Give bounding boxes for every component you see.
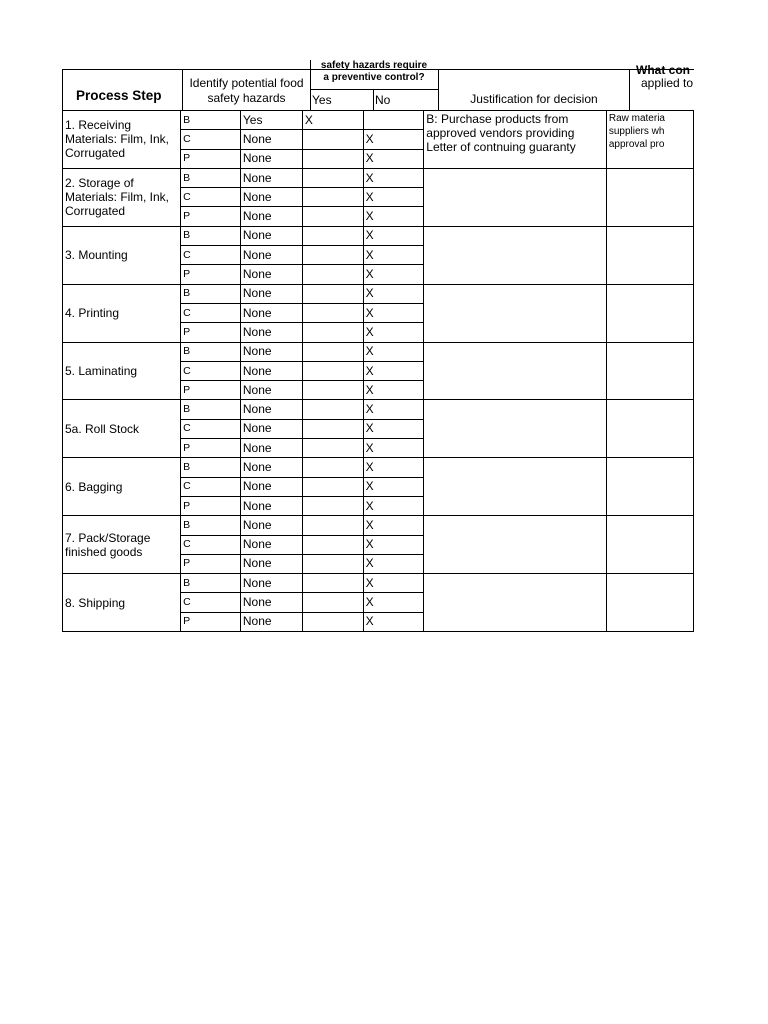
controls-cell: Raw materia suppliers wh approval pro	[606, 111, 693, 169]
controls-cell	[606, 168, 693, 226]
no-cell: X	[363, 246, 424, 265]
hazard-value-cell: None	[240, 226, 302, 245]
yes-cell	[302, 496, 363, 515]
hazard-code-cell: P	[181, 149, 241, 168]
hazard-code-cell: P	[181, 265, 241, 284]
no-cell: X	[363, 168, 424, 187]
no-cell: X	[363, 361, 424, 380]
table-row	[63, 574, 694, 593]
no-cell: X	[363, 323, 424, 342]
justification-cell	[424, 400, 607, 458]
header-divider-4	[629, 69, 630, 110]
no-cell: X	[363, 439, 424, 458]
no-cell: X	[363, 458, 424, 477]
hazard-value-cell: None	[240, 342, 302, 361]
hazard-code-cell: P	[181, 439, 241, 458]
hazard-code-cell: C	[181, 246, 241, 265]
hazard-value-cell: None	[240, 477, 302, 496]
hazard-code-cell: B	[181, 574, 241, 593]
hazard-value-cell: Yes	[240, 111, 302, 130]
hazard-code-cell: P	[181, 554, 241, 573]
hazard-code-cell: C	[181, 303, 241, 322]
yes-cell	[302, 246, 363, 265]
yes-cell	[302, 535, 363, 554]
justification-cell: B: Purchase products from approved vendors providing Letter of contnuing guaranty	[424, 111, 607, 169]
table-row	[63, 458, 694, 477]
header-yes: Yes	[312, 93, 332, 107]
hazard-code-cell: B	[181, 111, 241, 130]
hazard-value-cell: None	[240, 149, 302, 168]
hazard-code-cell: C	[181, 130, 241, 149]
justification-cell	[424, 342, 607, 400]
yes-cell	[302, 226, 363, 245]
hazard-table	[62, 110, 694, 632]
hazard-analysis-sheet	[62, 60, 694, 635]
yes-cell	[302, 458, 363, 477]
header-no: No	[375, 93, 391, 107]
yes-cell	[302, 284, 363, 303]
hazard-value-cell: None	[240, 612, 302, 631]
process-step-cell: 5a. Roll Stock	[63, 400, 181, 458]
process-step-cell: 7. Pack/Storage finished goods	[63, 516, 181, 574]
controls-cell	[606, 284, 693, 342]
yes-cell	[302, 188, 363, 207]
process-step-cell: 6. Bagging	[63, 458, 181, 516]
hazard-value-cell: None	[240, 246, 302, 265]
hazard-code-cell: B	[181, 284, 241, 303]
hazard-value-cell: None	[240, 554, 302, 573]
controls-cell	[606, 458, 693, 516]
header-preventive-line2: a preventive control?	[323, 72, 425, 83]
hazard-value-cell: None	[240, 496, 302, 515]
yes-cell	[302, 303, 363, 322]
yes-cell	[302, 381, 363, 400]
yes-cell	[302, 400, 363, 419]
justification-cell	[424, 226, 607, 284]
yes-cell	[302, 342, 363, 361]
yes-cell	[302, 477, 363, 496]
hazard-value-cell: None	[240, 593, 302, 612]
table-row	[63, 168, 694, 187]
header-controls-line2: applied to	[641, 76, 694, 90]
header-yesno-divider	[373, 89, 374, 110]
hazard-value-cell: None	[240, 400, 302, 419]
controls-cell	[606, 400, 693, 458]
justification-cell	[424, 284, 607, 342]
no-cell: X	[363, 574, 424, 593]
hazard-code-cell: C	[181, 361, 241, 380]
hazard-value-cell: None	[240, 361, 302, 380]
yes-cell	[302, 361, 363, 380]
hazard-code-cell: C	[181, 419, 241, 438]
no-cell: X	[363, 593, 424, 612]
hazard-value-cell: None	[240, 130, 302, 149]
process-step-cell: 3. Mounting	[63, 226, 181, 284]
hazard-code-cell: C	[181, 593, 241, 612]
header-justification: Justification for decision	[470, 92, 598, 106]
hazard-value-cell: None	[240, 168, 302, 187]
no-cell: X	[363, 477, 424, 496]
hazard-code-cell: B	[181, 342, 241, 361]
header-controls-line1: What con	[636, 63, 690, 77]
no-cell: X	[363, 303, 424, 322]
process-step-cell: 4. Printing	[63, 284, 181, 342]
justification-cell	[424, 458, 607, 516]
yes-cell	[302, 439, 363, 458]
yes-cell	[302, 612, 363, 631]
no-cell: X	[363, 226, 424, 245]
yes-cell	[302, 419, 363, 438]
hazard-value-cell: None	[240, 535, 302, 554]
process-step-cell: 1. Receiving Materials: Film, Ink, Corrugated	[63, 111, 181, 169]
hazard-code-cell: B	[181, 400, 241, 419]
hazard-code-cell: P	[181, 381, 241, 400]
hazard-code-cell: B	[181, 516, 241, 535]
hazard-value-cell: None	[240, 439, 302, 458]
header-identify-hazards: Identify potential food safety hazards	[189, 76, 304, 105]
hazard-value-cell: None	[240, 574, 302, 593]
hazard-value-cell: None	[240, 188, 302, 207]
yes-cell: X	[302, 111, 363, 130]
controls-cell	[606, 342, 693, 400]
no-cell: X	[363, 284, 424, 303]
hazard-code-cell: B	[181, 168, 241, 187]
hazard-code-cell: C	[181, 188, 241, 207]
no-cell: X	[363, 342, 424, 361]
process-step-cell: 2. Storage of Materials: Film, Ink, Corrugated	[63, 168, 181, 226]
no-cell: X	[363, 535, 424, 554]
table-row	[63, 516, 694, 535]
table-row	[63, 111, 694, 130]
header-process-step: Process Step	[76, 88, 162, 103]
controls-cell	[606, 226, 693, 284]
hazard-code-cell: B	[181, 226, 241, 245]
hazard-value-cell: None	[240, 419, 302, 438]
no-cell: X	[363, 554, 424, 573]
no-cell: X	[363, 381, 424, 400]
controls-cell	[606, 516, 693, 574]
hazard-value-cell: None	[240, 303, 302, 322]
no-cell	[363, 111, 424, 130]
header-left-border	[62, 69, 63, 110]
yes-cell	[302, 593, 363, 612]
header-yesno-line	[310, 89, 438, 90]
hazard-value-cell: None	[240, 458, 302, 477]
no-cell: X	[363, 188, 424, 207]
hazard-value-cell: None	[240, 323, 302, 342]
no-cell: X	[363, 149, 424, 168]
yes-cell	[302, 207, 363, 226]
process-step-cell: 5. Laminating	[63, 342, 181, 400]
controls-cell	[606, 574, 693, 632]
no-cell: X	[363, 130, 424, 149]
justification-cell	[424, 516, 607, 574]
hazard-value-cell: None	[240, 516, 302, 535]
no-cell: X	[363, 496, 424, 515]
yes-cell	[302, 168, 363, 187]
no-cell: X	[363, 207, 424, 226]
header-preventive-line1: safety hazards require	[320, 60, 428, 71]
yes-cell	[302, 323, 363, 342]
no-cell: X	[363, 516, 424, 535]
hazard-code-cell: C	[181, 535, 241, 554]
hazard-code-cell: P	[181, 612, 241, 631]
process-step-cell: 8. Shipping	[63, 574, 181, 632]
table-row	[63, 284, 694, 303]
table-row	[63, 226, 694, 245]
hazard-code-cell: P	[181, 207, 241, 226]
yes-cell	[302, 130, 363, 149]
no-cell: X	[363, 419, 424, 438]
hazard-value-cell: None	[240, 381, 302, 400]
hazard-value-cell: None	[240, 284, 302, 303]
table-row	[63, 400, 694, 419]
hazard-code-cell: B	[181, 458, 241, 477]
yes-cell	[302, 149, 363, 168]
yes-cell	[302, 265, 363, 284]
yes-cell	[302, 516, 363, 535]
hazard-code-cell: P	[181, 323, 241, 342]
hazard-code-cell: P	[181, 496, 241, 515]
yes-cell	[302, 574, 363, 593]
no-cell: X	[363, 265, 424, 284]
hazard-code-cell: C	[181, 477, 241, 496]
no-cell: X	[363, 400, 424, 419]
hazard-value-cell: None	[240, 207, 302, 226]
hazard-value-cell: None	[240, 265, 302, 284]
table-row	[63, 342, 694, 361]
yes-cell	[302, 554, 363, 573]
no-cell: X	[363, 612, 424, 631]
justification-cell	[424, 168, 607, 226]
justification-cell	[424, 574, 607, 632]
